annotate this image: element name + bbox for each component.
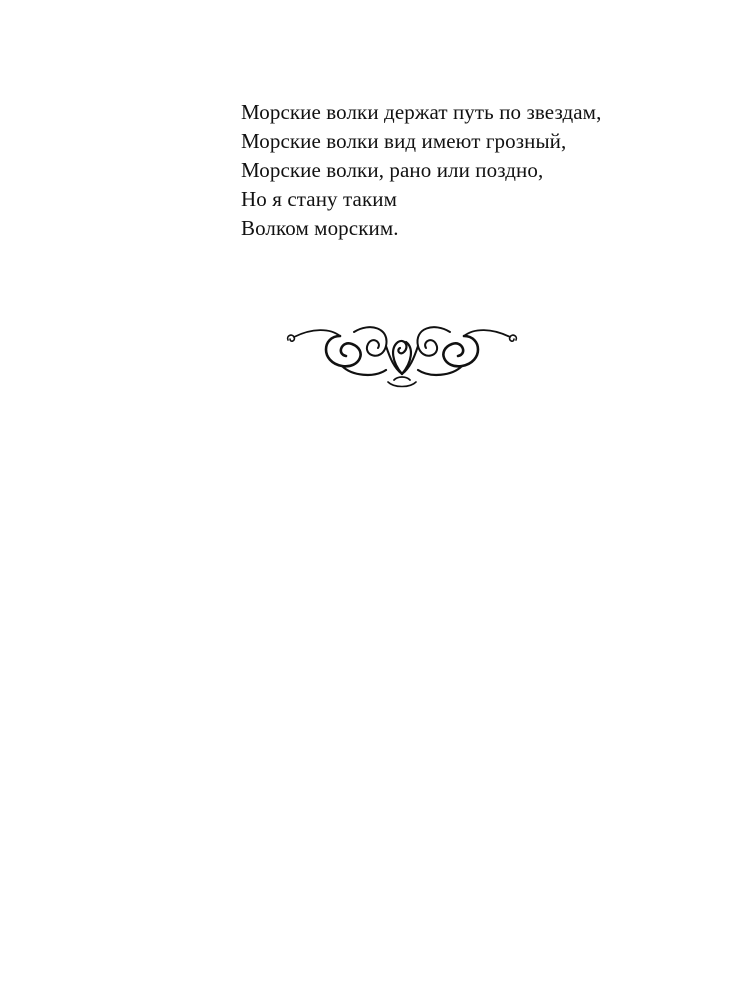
poem-line-2: Морские волки вид имеют грозный, [241, 129, 567, 153]
poem-line-5: Волком морским. [241, 216, 399, 240]
poem-line-3: Морские волки, рано или поздно, [241, 158, 544, 182]
poem-line-4: Но я стану таким [241, 187, 397, 211]
poem-line-1: Морские волки держат путь по звездам, [241, 100, 602, 124]
flourish-divider-icon [282, 318, 522, 390]
poem-stanza [241, 98, 711, 243]
